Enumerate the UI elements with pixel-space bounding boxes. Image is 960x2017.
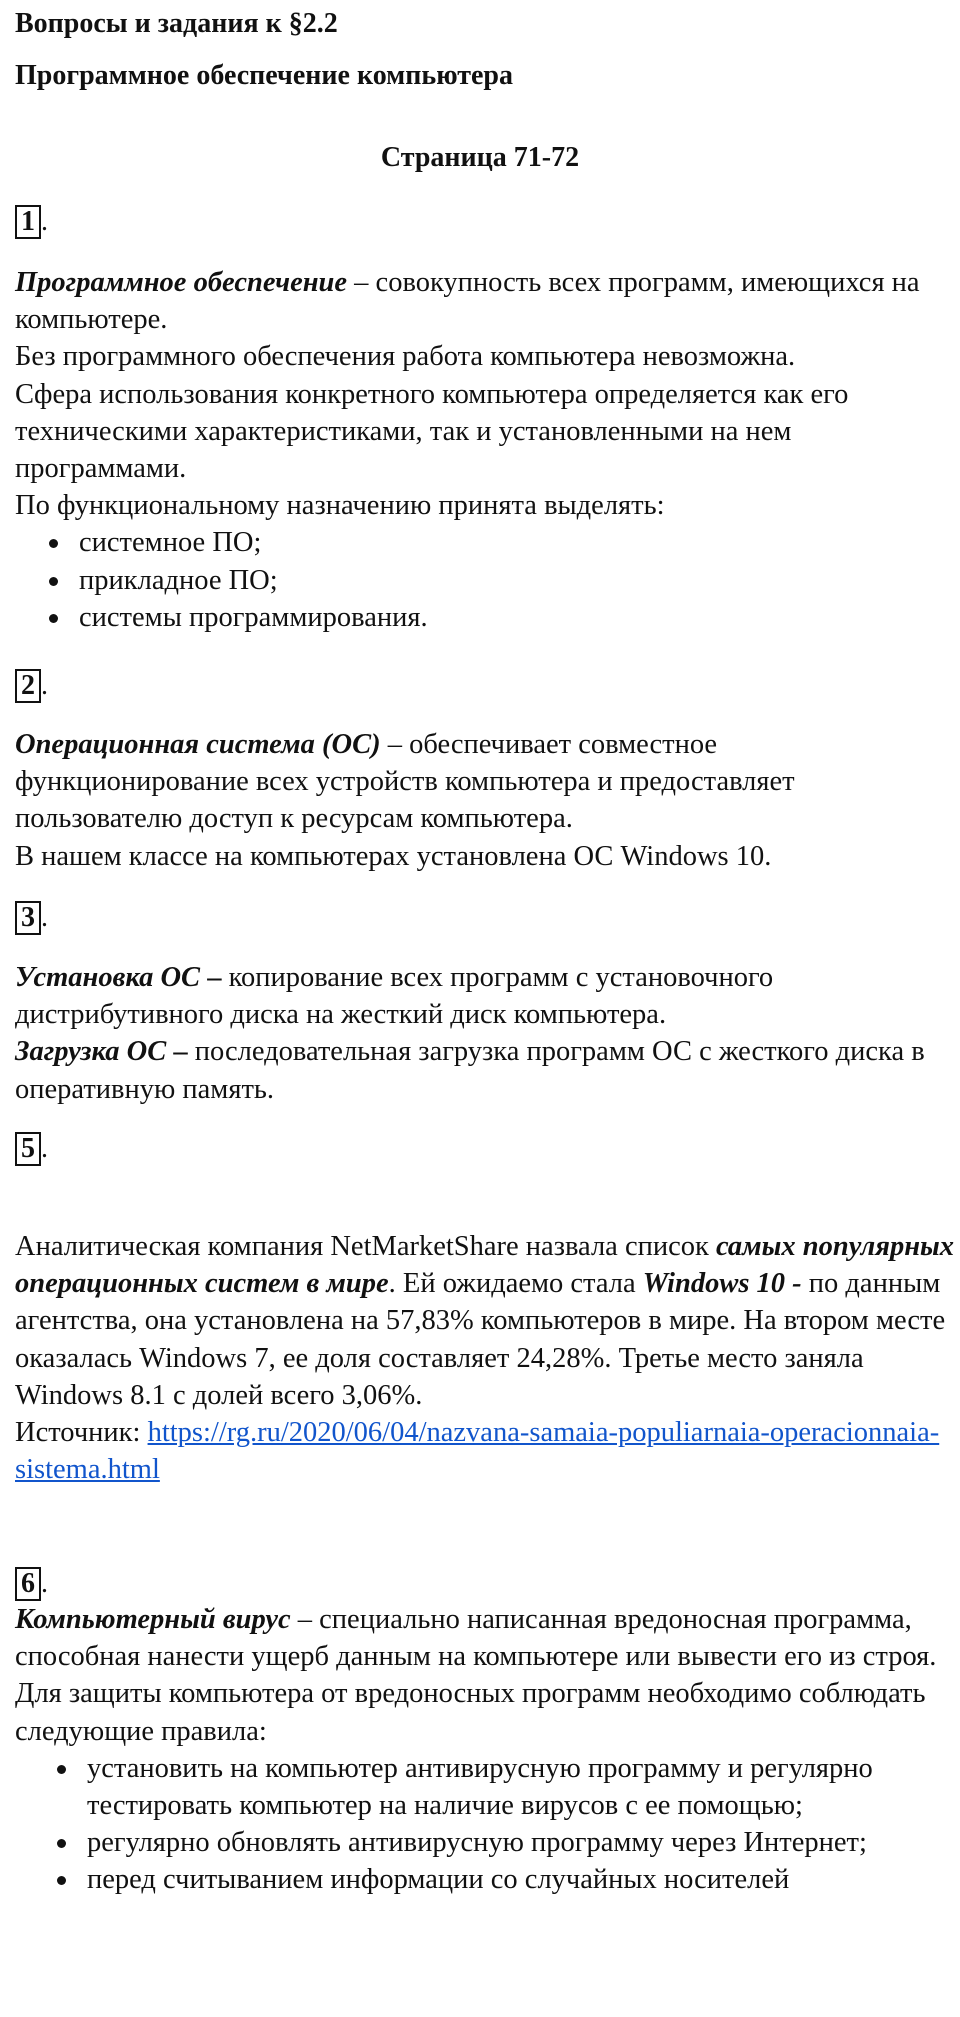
list-item: регулярно обновлять антивирусную программу через Интернет; xyxy=(15,1824,955,1861)
task-number-1: 1 . xyxy=(15,205,48,239)
task-number-6: 6 . xyxy=(15,1567,48,1601)
task-3-body xyxy=(15,959,955,1108)
software-types-list xyxy=(15,524,955,636)
paragraph: По функциональному назначению принята выделять: xyxy=(15,490,665,522)
term: Компьютерный вирус xyxy=(15,1604,291,1635)
list-item: перед считыванием информации со случайных носителей xyxy=(15,1861,955,1898)
term: Программное обеспечение xyxy=(15,267,348,298)
term: Установка ОС xyxy=(15,962,201,993)
term: Операционная система (ОС) xyxy=(15,729,381,760)
term: Загрузка ОС xyxy=(15,1036,167,1068)
task-3-definition-1: Установка ОС – копирование всех программ с установочного дистрибутивного диска на жесткий диск компьютера. xyxy=(15,962,774,1031)
task-5-paragraph: Аналитическая компания NetMarketShare назвала список самых популярных операционных систем в мире. Ей ожидаемо стала Windows 10 - по данным агентства, она установлена на 57,83% компьютеров в мире. На втором месте оказалась Windows 7, ее доля составляет 24,28%. Третье место заняла Windows 8.1 с долей всего 3,06%. xyxy=(15,1231,955,1411)
page-reference: Страница 71-72 xyxy=(380,142,580,173)
source-line: Источник: https://rg.ru/2020/06/04/nazvana-samaia-populiarnaia-operacionnaia-sistema.html xyxy=(15,1417,940,1486)
task-6-definition: Компьютерный вирус – специально написанная вредоносная программа, способная нанести ущерб данным на компьютере или вывести его из строя. xyxy=(15,1604,937,1673)
list-item: прикладное ПО; xyxy=(15,562,955,599)
protection-rules-list xyxy=(15,1750,955,1899)
section-title: Вопросы и задания к §2.2 xyxy=(15,8,338,39)
section-subtitle: Программное обеспечение компьютера xyxy=(15,60,513,91)
task-number-2: 2 . xyxy=(15,669,48,703)
paragraph: В нашем классе на компьютерах установлена ОС Windows 10. xyxy=(15,840,772,872)
task-5-body xyxy=(15,1228,955,1488)
paragraph: Без программного обеспечения работа компьютера невозможна. xyxy=(15,341,796,373)
task-2-definition: Операционная система (ОС) – обеспечивает совместное функционирование всех устройств компьютера и предоставляет пользователю доступ к ресурсам компьютера. xyxy=(15,729,795,835)
list-item: системное ПО; xyxy=(15,524,955,561)
list-item: системы программирования. xyxy=(15,599,955,636)
paragraph: Для защиты компьютера от вредоносных программ необходимо соблюдать следующие правила: xyxy=(15,1678,926,1747)
task-1-body xyxy=(15,264,955,636)
task-2-body xyxy=(15,726,955,875)
task-6-body xyxy=(15,1601,955,1899)
paragraph: Сфера использования конкретного компьютера определяется как его техническими характеристиками, так и установленными на нем программами. xyxy=(15,378,849,485)
source-link[interactable]: https://rg.ru/2020/06/04/nazvana-samaia-populiarnaia-operacionnaia-sistema.html xyxy=(15,1417,940,1486)
task-1-definition: Программное обеспечение – совокупность всех программ, имеющихся на компьютере. xyxy=(15,267,920,336)
task-number-5: 5 . xyxy=(15,1132,48,1166)
task-number-3: 3 . xyxy=(15,901,48,935)
task-3-definition-2: Загрузка ОС – последовательная загрузка программ ОС с жесткого диска в оперативную память. xyxy=(15,1036,925,1105)
list-item: установить на компьютер антивирусную программу и регулярно тестировать компьютер на наличие вирусов с ее помощью; xyxy=(15,1750,955,1824)
